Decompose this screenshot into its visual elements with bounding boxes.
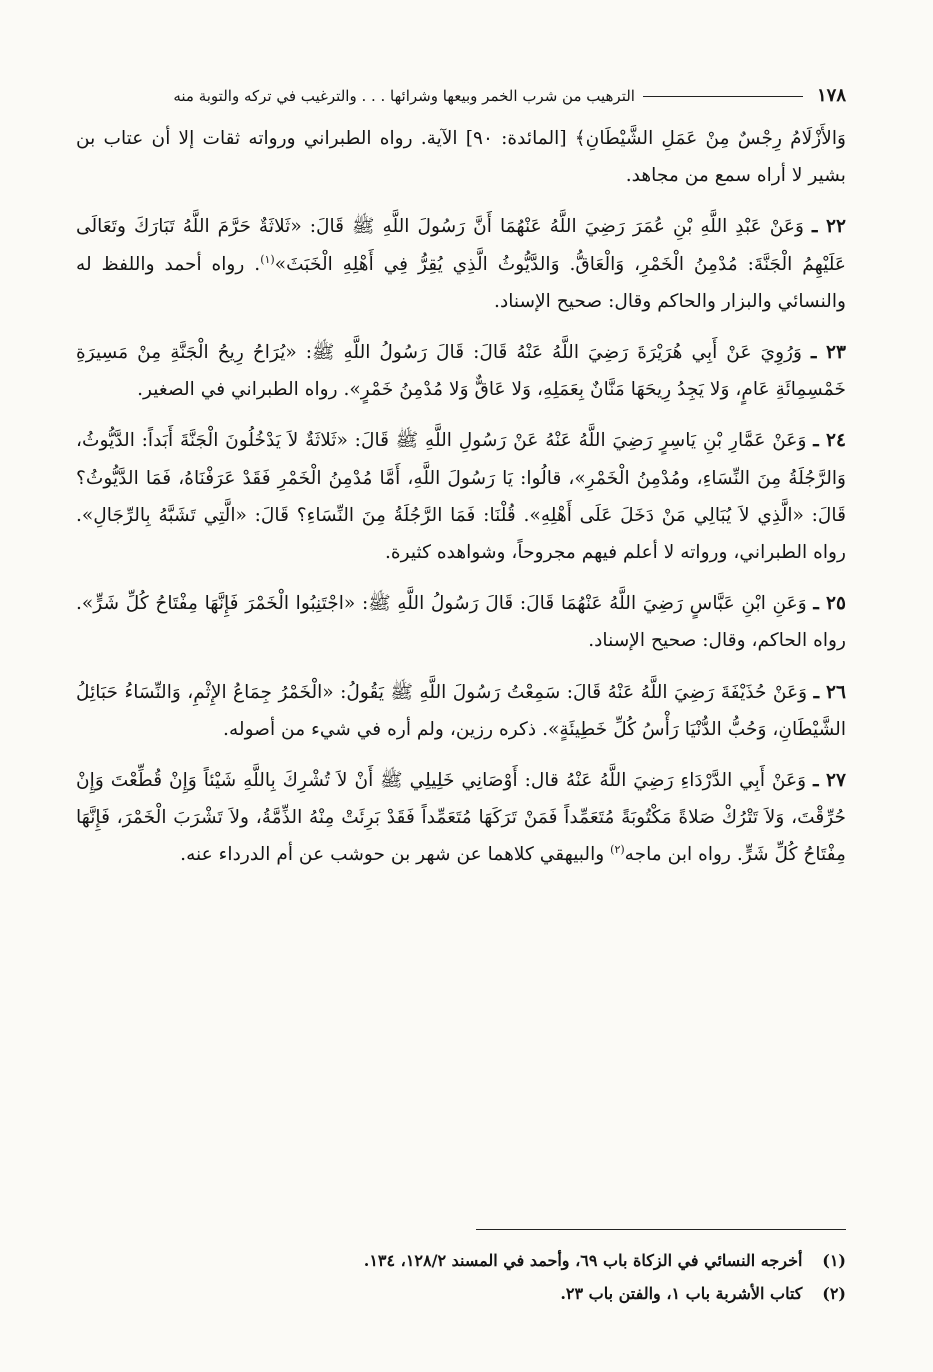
hadith-number: ٢٢ ـ [812,216,846,238]
hadith-number: ٢٣ ـ [811,342,846,364]
hadith-22 [76,208,846,320]
hadith-27 [76,762,846,874]
book-page [76,78,846,1328]
header-rule [643,96,803,97]
hadith-number: ٢٦ ـ [813,681,846,703]
hadith-text: وَعَنْ عَبْدِ اللَّهِ بْنِ عُمَرَ رَضِيَ اللَّهُ عَنْهُمَا أَنَّ رَسُولَ اللَّهِ ﷺ قَالَ: «ثَلاثَةٌ حَرَّمَ اللَّهُ تَبَارَكَ وتَعَالَى عَلَيْهِمُ الْجَنَّةَ: مُدْمِنُ الْخَمْرِ، وَالْعَاقُّ. وَالدَّيُّوثُ الَّذِي يُقِرُّ فِي أَهْلِهِ الْخَبَثَ» [76,216,846,275]
hadith-24 [76,422,846,571]
footnote-marker: (٢) [822,1284,846,1303]
hadith-23 [76,334,846,408]
page-header [76,78,846,114]
hadith-text: وَعَنِ ابْنِ عَبَّاسٍ رَضِيَ اللَّهُ عَنْهُمَا قَالَ: قَالَ رَسُولُ اللَّهِ ﷺ: «اجْتَنِبُوا الْخَمْرَ فَإِنَّهَا مِفْتَاحُ كُلِّ شَرٍّ». رواه الحاكم، وقال: صحيح الإسناد. [76,593,846,652]
footnotes [76,1244,846,1310]
footnote-text: أخرجه النسائي في الزكاة باب ٦٩، وأحمد في المسند ١٢٨/٢، ١٣٤. [363,1251,803,1270]
footnote-ref[interactable]: (٢) [610,843,625,857]
hadith-25 [76,585,846,659]
hadith-text: وَعَنْ أَبِي الدَّرْدَاءِ رَضِيَ اللَّهُ عَنْهُ قال: أَوْصَانِي خَلِيلِي ﷺ أَنْ لاَ تُشْرِكَ بِاللَّهِ شَيْئاً وَإِنْ قُطِّعْتَ وَإِنْ حُرِّقْتَ، وَلاَ تَتْرُكْ صَلاةً مَكْتُوبَةً مُتَعَمِّداً فَمَنْ تَرَكَهَا مُتَعَمِّداً فَقَدْ بَرِئَتْ مِنْهُ الذِّمَّةُ، ولاَ تَشْرَبَ الْخَمْرَ، فَإِنَّهَا مِفْتَاحُ كُلِّ شَرٍّ. رواه ابن ماجه [76,770,846,866]
footnote-item [76,1244,846,1277]
hadith-text: وَرُوِيَ عَنْ أَبِي هُرَيْرَةَ رَضِيَ اللَّهُ عَنْهُ قَالَ: قَالَ رَسُولُ اللَّهِ ﷺ: «يُرَاحُ رِيحُ الْجَنَّةِ مِنْ مَسِيرَةِ خَمْسِمِائَةِ عَامٍ، وَلا يَجِدُ رِيحَهَا مَنَّانٌ بِعَمَلِهِ، وَلا عَاقٌّ وَلا مُدْمِنُ خَمْرٍ». رواه الطبراني في الصغير. [76,342,846,401]
main-text [76,120,846,874]
hadith-text: وَعَنْ عَمَّارِ بْنِ يَاسِرٍ رَضِيَ اللَّهُ عَنْهُ عَنْ رَسُولِ اللَّهِ ﷺ قَالَ: «ثَلاثَةٌ لاَ يَدْخُلُونَ الْجَنَّةَ أَبَداً: الدَّيُّوثُ، وَالرَّجُلَةُ مِنَ النِّسَاءِ، ومُدْمِنُ الْخَمْرِ»، قالُوا: يَا رَسُولَ اللَّهِ، أَمَّا مُدْمِنُ الْخَمْرِ فَقَدْ عَرَفْنَاهُ، فَمَا الدَّيُّوثُ؟ قَالَ: «الَّذِي لاَ يُبَالِي مَنْ دَخَلَ عَلَى أَهْلِهِ». قُلْنَا: فَمَا الرَّجُلَةُ مِنَ النِّسَاءِ؟ قَالَ: «الَّتِي تَشَبَّهُ بِالرِّجَالِ». رواه الطبراني، ورواته لا أعلم فيهم مجروحاً، وشواهده كثيرة. [76,430,846,564]
hadith-number: ٢٤ ـ [813,430,846,452]
hadith-26 [76,674,846,748]
footnote-marker: (١) [822,1251,846,1270]
footnote-text: كتاب الأشربة باب ١، والفتن باب ٢٣. [560,1284,803,1303]
paragraph-text: وَالأَزْلَامُ رِجْسٌ مِنْ عَمَلِ الشَّيْطَانِ﴾ [المائدة: ٩٠] الآية. رواه الطبراني ورواته ثقات إلا أن عتاب بن بشير لا أراه سمع من مجاهد. [76,128,846,187]
hadith-number: ٢٧ ـ [813,770,846,792]
running-title: الترهيب من شرب الخمر وبيعها وشرائها . . . والترغيب في تركه والتوبة منه [173,86,635,105]
hadith-source: . رواه أحمد واللفظ له والنسائي والبزار والحاكم وقال: صحيح الإسناد. [76,253,846,312]
footnote-divider [476,1229,846,1230]
hadith-number: ٢٥ ـ [813,593,847,615]
intro-paragraph [76,120,846,194]
hadith-text: وَعَنْ حُذَيْفَةَ رَضِيَ اللَّهُ عَنْهُ قَالَ: سَمِعْتُ رَسُولَ اللَّهِ ﷺ يَقُولُ: «الْخَمْرُ جِمَاعُ الإِثْمِ، وَالنِّسَاءُ حَبَائِلُ الشَّيْطَانِ، وَحُبُّ الدُّنْيَا رَأْسُ كُلِّ خَطِيئَةٍ». ذكره رزين، ولم أره في شيء من أصوله. [76,681,846,740]
hadith-source: والبيهقي كلاهما عن شهر بن حوشب عن أم الدرداء عنه. [180,844,611,866]
page-number: ١٧٨ [816,85,846,106]
footnote-item [76,1277,846,1310]
footnote-ref[interactable]: (١) [260,252,275,266]
